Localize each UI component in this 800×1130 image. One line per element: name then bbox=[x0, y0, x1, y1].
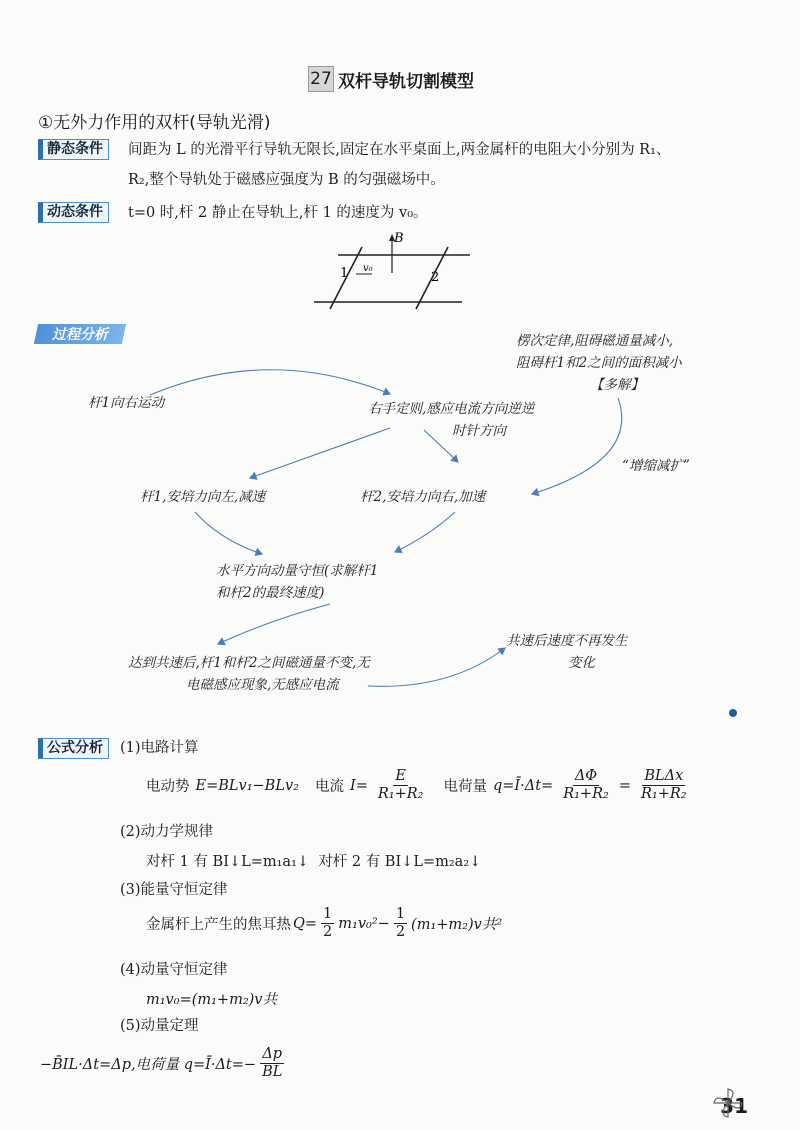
circuit-formulas bbox=[146, 768, 691, 803]
note-right-hand-rule: 右手定则,感应电流方向逆逆 bbox=[368, 401, 535, 417]
static-line2: R₂,整个导轨处于磁感应强度为 B 的匀强磁场中。 bbox=[128, 172, 445, 188]
half2-num: 1 bbox=[395, 906, 406, 922]
note-multiple-solutions: 【多解】 bbox=[590, 377, 644, 393]
arrow-rod1-to-momentum bbox=[195, 512, 262, 554]
note-rod2-force: 杆2,安培力向右,加速 bbox=[360, 489, 486, 505]
formula-s1: (1)电路计算 bbox=[120, 740, 199, 756]
dynamic-text: t=0 时,杆 2 静止在导轨上,杆 1 的速度为 v₀。 bbox=[128, 205, 428, 221]
note-area-reduction: 阻碍杆1和2之间的面积减小 bbox=[516, 355, 682, 371]
formula-tag: 公式分析 bbox=[38, 738, 109, 759]
dynamic-tag: 动态条件 bbox=[38, 202, 109, 223]
current-den: R₁+R₂ bbox=[377, 786, 424, 802]
arrow-lenz-to-rod2 bbox=[532, 398, 622, 494]
arrow-rod1-to-righthand bbox=[150, 370, 390, 395]
theorem-text: −B̄IL·Δt=Δp,电荷量 q=Ī·Δt=− bbox=[40, 1057, 257, 1073]
formula-s5: (5)动量定理 bbox=[120, 1018, 199, 1034]
formula-s3: (3)能量守恒定律 bbox=[120, 882, 228, 898]
current-fraction bbox=[376, 768, 426, 803]
note-velocity-constant: 共速后速度不再发生 bbox=[506, 633, 628, 649]
charge-num1: ΔΦ bbox=[574, 768, 598, 784]
momentum-formula: m₁v₀=(m₁+m₂)v共 bbox=[146, 992, 277, 1008]
charge-lhs: q=Ī·Δt= bbox=[492, 777, 554, 794]
note-common-velocity: 达到共速后,杆1和杆2之间磁通量不变,无 bbox=[128, 655, 370, 671]
note-rod1-moves-right: 杆1向右运动 bbox=[88, 395, 165, 411]
label-rod2: 2 bbox=[431, 270, 440, 285]
energy-label: 金属杆上产生的焦耳热 bbox=[146, 917, 291, 933]
formula-s4: (4)动量守恒定律 bbox=[120, 962, 228, 978]
label-rod1: 1 bbox=[340, 266, 349, 281]
static-tag: 静态条件 bbox=[38, 139, 109, 160]
note-final-velocity: 和杆2的最终速度) bbox=[216, 585, 325, 601]
half1-den: 2 bbox=[323, 924, 333, 940]
decorative-dot bbox=[729, 709, 737, 717]
emf-formula: E=BLv₁−BLv₂ bbox=[195, 777, 299, 794]
note-no-induction: 电磁感应现象,无感应电流 bbox=[186, 677, 339, 693]
note-increase-shrink: “增缩减扩” bbox=[622, 458, 690, 474]
energy-half-2 bbox=[394, 906, 407, 941]
formula-s2: (2)动力学规律 bbox=[120, 824, 214, 840]
theorem-num: Δp bbox=[262, 1046, 283, 1062]
process-tag-label: 过程分析 bbox=[52, 327, 108, 343]
emf-label: 电动势 bbox=[146, 779, 190, 795]
energy-half-1 bbox=[321, 906, 334, 941]
page-number: 31 bbox=[720, 1094, 748, 1118]
half1-num: 1 bbox=[323, 906, 333, 922]
theorem-fraction bbox=[260, 1046, 284, 1081]
energy-term1: m₁v₀²− bbox=[338, 915, 390, 932]
energy-lhs: Q= bbox=[293, 915, 318, 932]
arrow-to-rod1-force bbox=[250, 428, 390, 478]
theorem-den: BL bbox=[262, 1064, 283, 1080]
charge-eq: = bbox=[618, 777, 631, 794]
arrow-to-rod2-force bbox=[424, 430, 458, 462]
energy-formula bbox=[146, 906, 502, 941]
note-no-change: 变化 bbox=[568, 655, 595, 671]
static-line1: 间距为 L 的光滑平行导轨无限长,固定在水平桌面上,两金属杆的电阻大小分别为 R₁、 bbox=[128, 142, 671, 158]
note-rod1-force: 杆1,安培力向左,减速 bbox=[140, 489, 266, 505]
arrow-common-to-constant bbox=[368, 648, 505, 686]
current-lhs: I= bbox=[349, 777, 368, 794]
charge-den1: R₁+R₂ bbox=[563, 786, 609, 802]
charge-den2: R₁+R₂ bbox=[640, 786, 687, 802]
title-number: 27 bbox=[308, 66, 334, 92]
section-heading: ①无外力作用的双杆(导轨光滑) bbox=[38, 113, 271, 133]
arrow-momentum-to-common bbox=[218, 604, 330, 644]
label-b: B bbox=[394, 231, 404, 246]
current-num: E bbox=[395, 768, 406, 784]
charge-num2: BLΔx bbox=[644, 768, 684, 784]
charge-label: 电荷量 bbox=[443, 779, 487, 795]
title-text: 双杆导轨切割模型 bbox=[338, 71, 474, 92]
energy-term2: (m₁+m₂)v共² bbox=[411, 917, 503, 933]
note-counterclockwise: 时针方向 bbox=[452, 423, 506, 439]
note-lenz-law: 楞次定律,阻碍磁通量减小, bbox=[516, 333, 674, 349]
label-v0: v₀ bbox=[363, 263, 373, 274]
note-momentum-conserved: 水平方向动量守恒(求解杆1 bbox=[216, 563, 379, 579]
charge-fraction-2 bbox=[639, 768, 689, 803]
current-label: 电流 bbox=[314, 779, 344, 795]
dynamics-formula: 对杆 1 有 BI↓L=m₁a₁↓ 对杆 2 有 BI↓L=m₂a₂↓ bbox=[146, 854, 482, 870]
pinwheel-icon bbox=[710, 1085, 746, 1121]
arrow-rod2-to-momentum bbox=[395, 512, 455, 552]
theorem-formula bbox=[40, 1046, 286, 1081]
charge-fraction-1 bbox=[561, 768, 611, 803]
half2-den: 2 bbox=[395, 924, 406, 940]
